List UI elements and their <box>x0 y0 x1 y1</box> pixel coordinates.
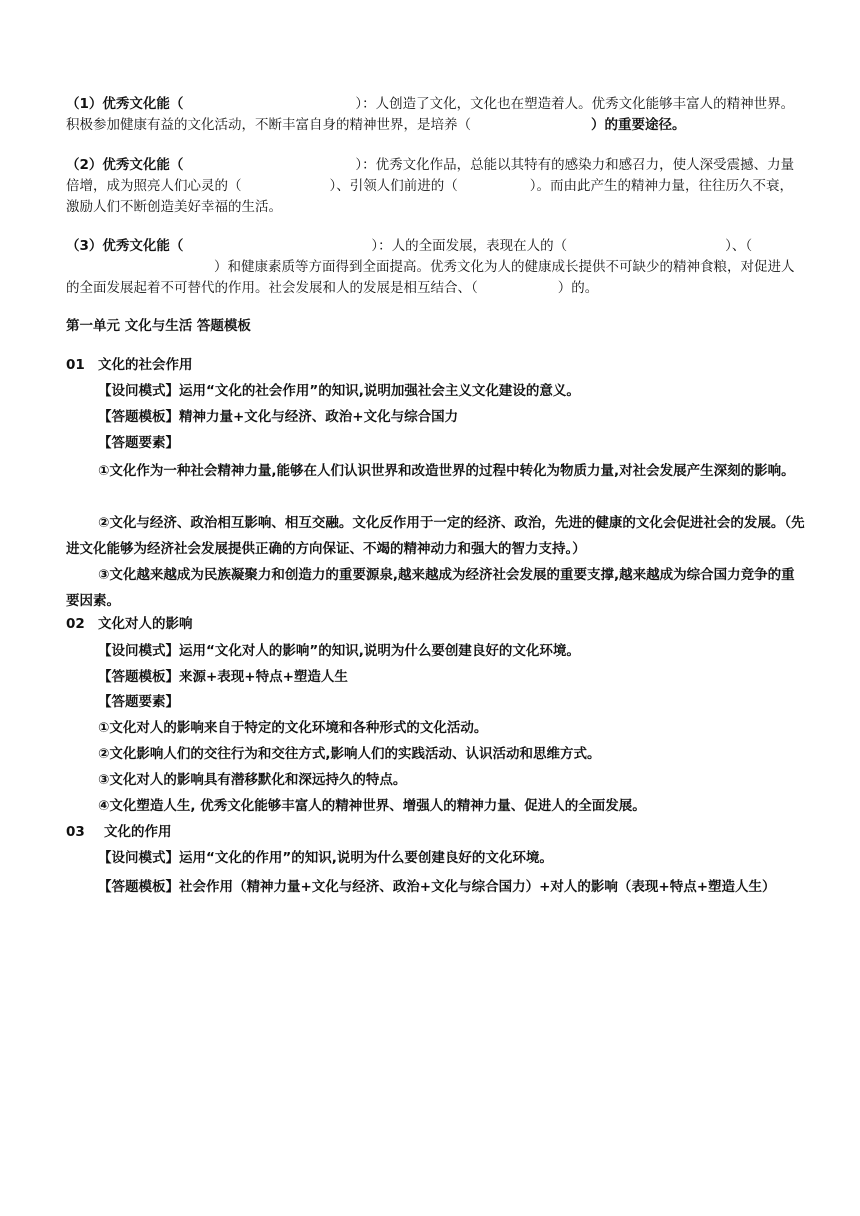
section-number: 02 <box>66 616 85 632</box>
answer-template: 【答题模板】来源+表现+特点+塑造人生 <box>98 669 348 685</box>
answer-element: ①文化对人的影响来自于特定的文化环境和各种形式的文化活动。 <box>98 720 488 736</box>
section-heading <box>66 822 806 842</box>
section-title: 文化对人的影响 <box>98 616 193 632</box>
paragraph-text: ）的重要途径。 <box>591 117 686 133</box>
answer-element: ②文化与经济、政治相互影响、相互交融。文化反作用于一定的经济、政治，先进的健康的文化会促进社会的发展。（先进文化能够为经济社会发展提供正确的方向保证、不竭的精神动力和强大的智力支持。） <box>66 515 805 557</box>
answer-elements-label: 【答题要素】 <box>98 435 179 451</box>
answer-element: ①文化作为一种社会精神力量,能够在人们认识世界和改造世界的过程中转化为物质力量,对社会发展产生深刻的影响。 <box>98 463 795 479</box>
section-title: 文化的社会作用 <box>98 357 193 373</box>
paragraph-text: ）、引领人们前进的（ <box>329 178 458 194</box>
answer-template: 【答题模板】社会作用（精神力量+文化与经济、政治+文化与综合国力）+对人的影响（表现+特点+塑造人生） <box>98 879 776 895</box>
paragraph-lead: （2）优秀文化能（ <box>66 157 184 173</box>
fill-blank-paragraph-3 <box>66 236 802 299</box>
paragraph-text: ）：人创造了文化，文化也在塑造着人。优秀文化能够丰富人的精神世界。积极参加健康有益的文化活动，不断丰富自身的精神世界，是培养（ <box>66 96 795 133</box>
question-mode: 【设问模式】运用“文化的作用”的知识,说明为什么要创建良好的文化环境。 <box>98 850 553 866</box>
paragraph-lead: （3）优秀文化能（ <box>66 238 184 254</box>
paragraph-lead: （1）优秀文化能（ <box>66 96 184 112</box>
paragraph-text: ）：优秀文化作品，总能以其特有的感染力和感召力，使人深受震撼、力量倍增，成为照亮人们心灵的（ <box>66 157 795 194</box>
paragraph-text: ）、（ <box>725 238 753 254</box>
paragraph-text: ）和健康素质等方面得到全面提高。优秀文化为人的健康成长提供不可缺少的精神食粮，对促进人的全面发展起着不可替代的作用。社会发展和人的发展是相互结合、（ <box>66 259 795 296</box>
answer-elements-label: 【答题要素】 <box>98 694 179 710</box>
question-mode: 【设问模式】运用“文化对人的影响”的知识,说明为什么要创建良好的文化环境。 <box>98 643 580 659</box>
answer-element: ④文化塑造人生, 优秀文化能够丰富人的精神世界、增强人的精神力量、促进人的全面发展。 <box>98 798 646 814</box>
question-mode: 【设问模式】运用“文化的社会作用”的知识,说明加强社会主义文化建设的意义。 <box>98 383 580 399</box>
section-number: 03 <box>66 824 85 840</box>
paragraph-text: ）的。 <box>557 280 599 296</box>
section-heading <box>66 614 806 634</box>
answer-element: ③文化对人的影响具有潜移默化和深远持久的特点。 <box>98 772 407 788</box>
fill-blank-paragraph-2 <box>66 155 802 218</box>
section-number: 01 <box>66 357 85 373</box>
paragraph-text: ）。而由此产生的精神力量，往往历久不衰，激励人们不断创造美好幸福的生活。 <box>66 178 793 215</box>
answer-element: ③文化越来越成为民族凝聚力和创造力的重要源泉,越来越成为经济社会发展的重要支撑,越来越成为综合国力竞争的重要因素。 <box>66 567 795 609</box>
answer-template: 【答题模板】精神力量+文化与经济、政治+文化与综合国力 <box>98 409 459 425</box>
fill-blank-paragraph-1 <box>66 94 802 136</box>
section-heading <box>66 355 806 375</box>
paragraph-text: ）：人的全面发展，表现在人的（ <box>371 238 568 254</box>
answer-element: ②文化影响人们的交往行为和交往方式,影响人们的实践活动、认识活动和思维方式。 <box>98 746 601 762</box>
unit-title: 第一单元 文化与生活 答题模板 <box>66 318 251 334</box>
section-title: 文化的作用 <box>104 824 172 840</box>
